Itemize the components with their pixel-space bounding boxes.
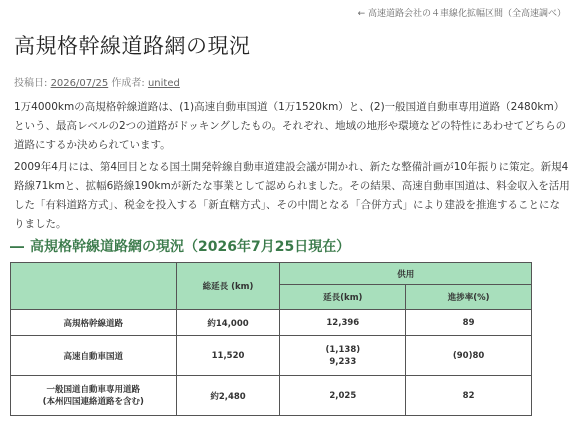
row-length: 2,025 bbox=[280, 376, 406, 416]
row-length-top: (1,138) bbox=[325, 344, 361, 355]
header-in-service: 供用 bbox=[280, 263, 532, 285]
row-total: 約2,480 bbox=[176, 376, 280, 416]
author-link[interactable]: united bbox=[147, 78, 180, 89]
post-date-link[interactable]: 2026/07/25 bbox=[50, 78, 109, 89]
table-header-row bbox=[11, 263, 532, 285]
author-label: 作成者: bbox=[111, 78, 145, 89]
row-total: 約14,000 bbox=[176, 310, 280, 336]
header-blank-cell bbox=[11, 263, 177, 310]
row-progress: 89 bbox=[406, 310, 532, 336]
posted-label: 投稿日: bbox=[14, 78, 48, 89]
road-network-table bbox=[10, 262, 532, 416]
article-paragraph-2: 2009年4月には、第4回目となる国土開発幹線自動車道建設会議が開かれ、新たな整備計画が10年振りに策定。新規4路線71kmと、拡幅6路線190kmが新たな事業として認められました。その結果、高速自動車国道は、料金収入を活用した「有料道路方式」、税金を投入する「新直轄方式」、その中間となる「合併方式」により建設を推進することになりました。 bbox=[14, 161, 570, 230]
header-total-length: 総延長 (km) bbox=[176, 263, 280, 310]
table-row bbox=[11, 376, 532, 416]
row-total: 11,520 bbox=[176, 336, 280, 376]
row-length bbox=[280, 336, 406, 376]
row-name-bottom: (本州四国連絡道路を含む) bbox=[42, 396, 144, 407]
row-name: 高規格幹線道路 bbox=[11, 310, 177, 336]
heading-dash-icon: ― bbox=[10, 239, 24, 255]
row-length-bottom: 9,233 bbox=[329, 356, 357, 367]
section-heading bbox=[10, 236, 350, 256]
page-title: 高規格幹線道路網の現況 bbox=[14, 34, 251, 58]
previous-post-link[interactable]: ← 高速道路会社の４車線化拡幅区間（全高速調べ） bbox=[357, 9, 566, 19]
header-progress: 進捗率(%) bbox=[406, 285, 532, 310]
row-progress: 82 bbox=[406, 376, 532, 416]
row-progress: (90)80 bbox=[406, 336, 532, 376]
row-length: 12,396 bbox=[280, 310, 406, 336]
section-heading-text: 高規格幹線道路網の現況（2026年7月25日現在） bbox=[30, 239, 351, 255]
row-name: 高速自動車国道 bbox=[11, 336, 177, 376]
row-name bbox=[11, 376, 177, 416]
article-paragraph-1: 1万4000kmの高規格幹線道路は、(1)高速自動車国道（1万1520km）と、(2)一般国道自動車専用道路（2480km）という、最高レベルの2つの道路がドッキングしたもの。それぞれ、地域の地形や環境などの特性にあわせてどちらの道路にするか決められています。 bbox=[14, 101, 567, 151]
table-row bbox=[11, 310, 532, 336]
header-length: 延長(km) bbox=[280, 285, 406, 310]
post-meta bbox=[14, 74, 180, 89]
table-row bbox=[11, 336, 532, 376]
row-name-top: 一般国道自動車専用道路 bbox=[46, 384, 141, 395]
